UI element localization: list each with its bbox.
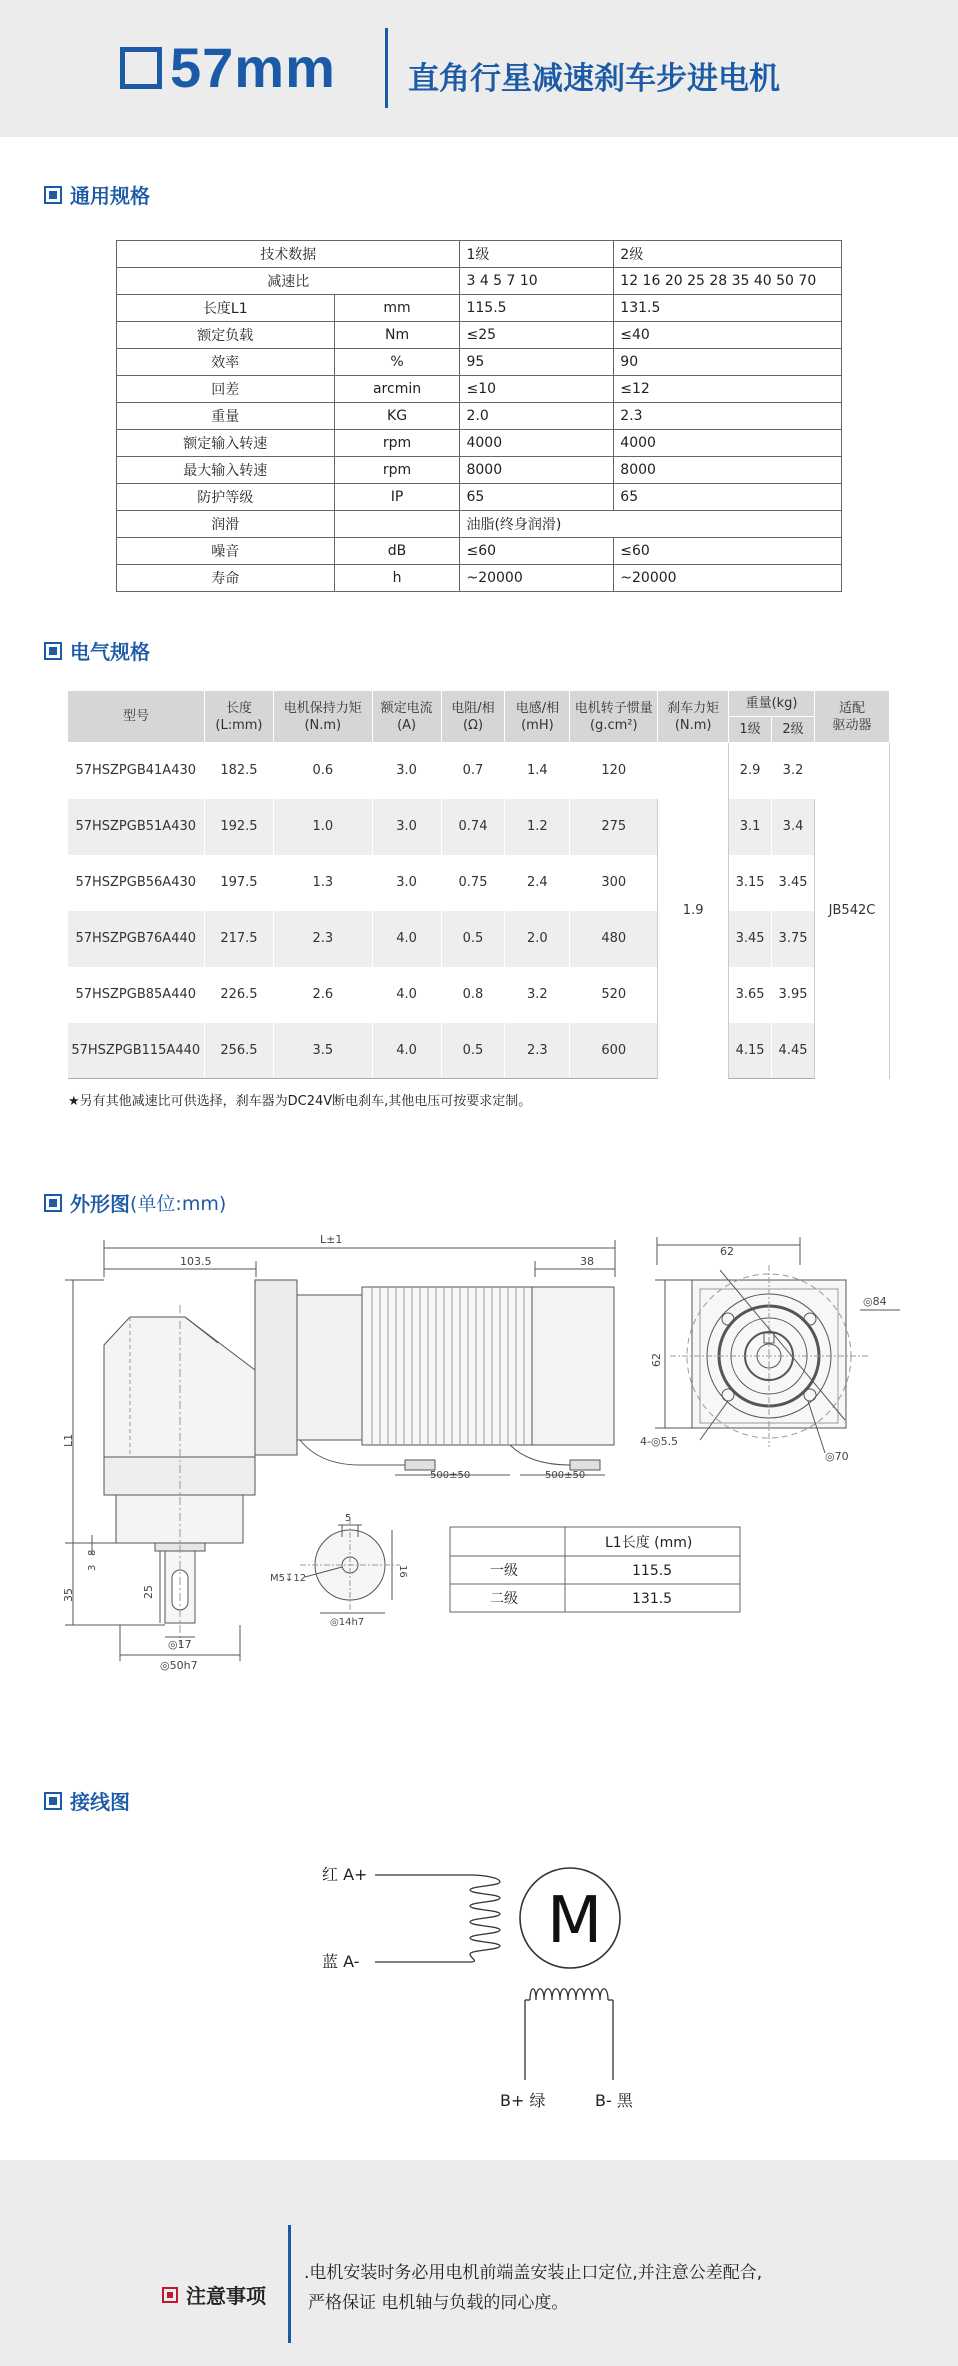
dim-17-label: ◎17 <box>168 1638 192 1651</box>
cell-weight-1: 3.65 <box>729 967 772 1023</box>
cell-length: 192.5 <box>204 799 273 855</box>
cell-inertia: 520 <box>570 967 658 1023</box>
notice-text <box>304 2258 762 2318</box>
gen-value-l1: 2.0 <box>460 403 614 430</box>
cell-weight-2: 3.75 <box>772 911 815 967</box>
cell-inertia: 480 <box>570 911 658 967</box>
electrical-note: ★另有其他减速比可供选择，刹车器为DC24V断电刹车,其他电压可按要求定制。 <box>68 1094 532 1109</box>
gen-unit: KG <box>334 403 460 430</box>
cell-model: 57HSZPGB41A430 <box>68 743 205 799</box>
cell-weight-2: 3.95 <box>772 967 815 1023</box>
cell-weight-2: 4.45 <box>772 1023 815 1079</box>
outline-label: 外形图 <box>70 1192 130 1216</box>
gen-item: 效率 <box>117 349 335 376</box>
cell-hold: 3.5 <box>273 1023 372 1079</box>
shaft-end-view <box>300 1520 400 1613</box>
gearbox-flange <box>255 1280 297 1455</box>
dim-8-label: 8 <box>87 1549 98 1556</box>
gen-value-l1: ≤60 <box>460 538 614 565</box>
header-divider <box>385 28 388 108</box>
general-specs-row <box>117 403 842 430</box>
th-weight: 重量(kg) <box>729 691 815 717</box>
general-specs-row <box>117 484 842 511</box>
cell-ind: 3.2 <box>505 967 570 1023</box>
cell-ind: 2.4 <box>505 855 570 911</box>
gen-unit: Nm <box>334 322 460 349</box>
general-specs-row <box>117 376 842 403</box>
general-specs-heading <box>44 180 150 209</box>
electrical-row <box>68 743 890 799</box>
gen-item: 额定负载 <box>117 322 335 349</box>
general-specs-row <box>117 322 842 349</box>
cell-driver: JB542C <box>815 743 890 1079</box>
cell-weight-1: 3.15 <box>729 855 772 911</box>
cell-current: 3.0 <box>372 855 441 911</box>
gen-unit: mm <box>334 295 460 322</box>
gen-unit: IP <box>334 484 460 511</box>
cell-length: 197.5 <box>204 855 273 911</box>
product-size-title <box>120 35 336 100</box>
dim-103-label: 103.5 <box>180 1255 212 1268</box>
l1-table-head: L1长度 (mm) <box>605 1535 693 1551</box>
dim-500a-label: 500±50 <box>430 1470 471 1481</box>
cell-model: 57HSZPGB76A440 <box>68 911 205 967</box>
cell-weight-1: 2.9 <box>729 743 772 799</box>
gen-value-l2: 131.5 <box>614 295 842 322</box>
gen-value-l2: 2.3 <box>614 403 842 430</box>
gen-item: 回差 <box>117 376 335 403</box>
dim-35-label: 35 <box>62 1588 75 1602</box>
gen-item: 润滑 <box>117 511 335 538</box>
brake-housing <box>297 1295 362 1440</box>
general-specs-row <box>117 457 842 484</box>
cell-ind: 1.4 <box>505 743 570 799</box>
th-driver: 适配 驱动器 <box>815 691 890 743</box>
notice-title-text: 注意事项 <box>186 2284 266 2308</box>
th-resistance: 电阻/相 (Ω) <box>441 691 505 743</box>
notice-line-2: 严格保证 电机轴与负载的同心度。 <box>308 2293 569 2313</box>
th-weight-2: 2级 <box>772 717 815 743</box>
cell-hold: 2.6 <box>273 967 372 1023</box>
th-brake-torque: 刹车力矩 (N.m) <box>658 691 729 743</box>
cell-weight-1: 3.1 <box>729 799 772 855</box>
dim-62-top-label: 62 <box>720 1245 734 1258</box>
cell-inertia: 120 <box>570 743 658 799</box>
general-specs-row <box>117 511 842 538</box>
general-specs-row <box>117 538 842 565</box>
cell-brake-torque: 1.9 <box>658 743 729 1079</box>
dim-14-label: ◎14h7 <box>330 1617 365 1628</box>
general-specs-row <box>117 349 842 376</box>
cell-inertia: 600 <box>570 1023 658 1079</box>
electrical-row <box>68 911 890 967</box>
section-square-icon <box>44 1792 62 1810</box>
gen-item: 长度L1 <box>117 295 335 322</box>
cell-current: 3.0 <box>372 743 441 799</box>
l1-table-row1-label: 一级 <box>490 1563 518 1579</box>
section-square-icon <box>44 642 62 660</box>
th-rated-current: 额定电流 (A) <box>372 691 441 743</box>
gen-item: 额定输入转速 <box>117 430 335 457</box>
gen-head-l2: 2级 <box>614 241 842 268</box>
outline-drawing <box>0 1225 958 1705</box>
coil-b <box>530 1989 608 2000</box>
gen-value-l1: 8000 <box>460 457 614 484</box>
wire-green-label: B+ 绿 <box>500 2091 546 2110</box>
gen-item: 防护等级 <box>117 484 335 511</box>
dim-l1-label: L1 <box>62 1433 75 1447</box>
gen-item: 最大输入转速 <box>117 457 335 484</box>
gen-value-l2: 90 <box>614 349 842 376</box>
coil-a <box>470 1875 500 1962</box>
gen-unit: h <box>334 565 460 592</box>
gen-value-l1: 115.5 <box>460 295 614 322</box>
gen-value-l1: 3 4 5 7 10 <box>460 268 614 295</box>
th-hold-torque: 电机保持力矩 (N.m) <box>273 691 372 743</box>
dim-500b-label: 500±50 <box>545 1470 586 1481</box>
general-specs-row <box>117 295 842 322</box>
motor-rear-cap <box>532 1287 614 1445</box>
cell-ind: 2.3 <box>505 1023 570 1079</box>
page-header <box>0 0 958 137</box>
gen-value-merged: 油脂(终身润滑) <box>460 511 842 538</box>
th-model: 型号 <box>68 691 205 743</box>
cell-model: 57HSZPGB51A430 <box>68 799 205 855</box>
gen-unit: arcmin <box>334 376 460 403</box>
product-name: 直角行星减速刹车步进电机 <box>408 61 780 97</box>
notice-title <box>162 2280 266 2309</box>
gen-value-l1: 4000 <box>460 430 614 457</box>
dim-m5-label: M5↧12 <box>270 1573 307 1584</box>
dim-5-label: 5 <box>345 1513 352 1524</box>
electrical-specs-table <box>67 690 890 1079</box>
cell-weight-2: 3.45 <box>772 855 815 911</box>
wiring-label: 接线图 <box>70 1790 130 1814</box>
cell-res: 0.7 <box>441 743 505 799</box>
cell-res: 0.5 <box>441 1023 505 1079</box>
notice-line-1: .电机安装时务必用电机前端盖安装止口定位,并注意公差配合, <box>304 2263 763 2283</box>
notice-square-icon <box>162 2287 178 2303</box>
general-specs-label: 通用规格 <box>70 184 150 208</box>
general-specs-table <box>116 240 842 592</box>
gen-value-l1: ≤25 <box>460 322 614 349</box>
dim-l-label: L±1 <box>320 1233 343 1246</box>
gen-value-l1: ~20000 <box>460 565 614 592</box>
cell-length: 226.5 <box>204 967 273 1023</box>
cell-current: 4.0 <box>372 1023 441 1079</box>
cell-hold: 2.3 <box>273 911 372 967</box>
dim-holes-label: 4-◎5.5 <box>640 1435 679 1448</box>
notice-footer <box>0 2160 958 2366</box>
electrical-specs-heading <box>44 636 150 665</box>
gen-value-l1: 65 <box>460 484 614 511</box>
cell-length: 182.5 <box>204 743 273 799</box>
gen-item: 减速比 <box>117 268 460 295</box>
electrical-row <box>68 799 890 855</box>
gen-unit <box>334 511 460 538</box>
motor-body <box>362 1287 532 1445</box>
gen-item: 寿命 <box>117 565 335 592</box>
dim-50-label: ◎50h7 <box>160 1659 198 1672</box>
general-specs-row <box>117 268 842 295</box>
cell-current: 4.0 <box>372 967 441 1023</box>
cell-res: 0.8 <box>441 967 505 1023</box>
dim-3-label: 3 <box>87 1564 98 1571</box>
outline-heading <box>44 1188 226 1217</box>
cell-current: 3.0 <box>372 799 441 855</box>
front-view <box>655 1237 900 1453</box>
cell-inertia: 300 <box>570 855 658 911</box>
gen-unit: dB <box>334 538 460 565</box>
cell-weight-1: 3.45 <box>729 911 772 967</box>
gen-value-l1: 95 <box>460 349 614 376</box>
gen-unit: rpm <box>334 457 460 484</box>
gen-value-l2: 12 16 20 25 28 35 40 50 70 <box>614 268 842 295</box>
gen-item: 重量 <box>117 403 335 430</box>
motor-letter: M <box>547 1884 603 1958</box>
gen-value-l2: 8000 <box>614 457 842 484</box>
cell-hold: 0.6 <box>273 743 372 799</box>
product-size-text: 57mm <box>170 36 336 99</box>
cell-hold: 1.0 <box>273 799 372 855</box>
wire-black-label: B- 黑 <box>595 2091 633 2110</box>
footer-divider <box>288 2225 291 2343</box>
general-specs-row <box>117 565 842 592</box>
wire-blue-label: 蓝 A- <box>322 1952 360 1971</box>
l1-table-row2-value: 131.5 <box>632 1591 673 1607</box>
cell-weight-2: 3.2 <box>772 743 815 799</box>
cell-ind: 1.2 <box>505 799 570 855</box>
th-inductance: 电感/相 (mH) <box>505 691 570 743</box>
gen-unit: rpm <box>334 430 460 457</box>
cell-current: 4.0 <box>372 911 441 967</box>
cell-weight-2: 3.4 <box>772 799 815 855</box>
square-symbol-icon <box>120 47 162 89</box>
cell-model: 57HSZPGB85A440 <box>68 967 205 1023</box>
cell-weight-1: 4.15 <box>729 1023 772 1079</box>
gen-value-l2: 4000 <box>614 430 842 457</box>
gen-value-l1: ≤10 <box>460 376 614 403</box>
gen-value-l2: ≤12 <box>614 376 842 403</box>
electrical-specs-label: 电气规格 <box>70 640 150 664</box>
cell-length: 217.5 <box>204 911 273 967</box>
section-square-icon <box>44 1194 62 1212</box>
cell-res: 0.74 <box>441 799 505 855</box>
dim-84-label: ◎84 <box>863 1295 887 1308</box>
general-specs-row <box>117 430 842 457</box>
cell-ind: 2.0 <box>505 911 570 967</box>
gen-head-item: 技术数据 <box>117 241 460 268</box>
th-weight-1: 1级 <box>729 717 772 743</box>
dim-25-label: 25 <box>142 1585 155 1599</box>
gen-item: 噪音 <box>117 538 335 565</box>
l1-table-row1-value: 115.5 <box>632 1563 673 1579</box>
general-specs-header-row <box>117 241 842 268</box>
gen-value-l2: 65 <box>614 484 842 511</box>
electrical-row <box>68 1023 890 1079</box>
gen-unit: % <box>334 349 460 376</box>
dim-62-side-label: 62 <box>650 1353 663 1367</box>
dim-70-label: ◎70 <box>825 1450 849 1463</box>
cell-res: 0.75 <box>441 855 505 911</box>
gen-value-l2: ≤40 <box>614 322 842 349</box>
cell-hold: 1.3 <box>273 855 372 911</box>
wiring-diagram <box>300 1850 660 2130</box>
electrical-row <box>68 855 890 911</box>
wiring-heading <box>44 1786 130 1815</box>
th-length: 长度 (L:mm) <box>204 691 273 743</box>
th-rotor-inertia: 电机转子惯量 (g.cm²) <box>570 691 658 743</box>
electrical-row <box>68 967 890 1023</box>
dim-16-label: 16 <box>397 1565 408 1578</box>
gen-value-l2: ≤60 <box>614 538 842 565</box>
l1-table-row2-label: 二级 <box>490 1591 518 1607</box>
gen-value-l2: ~20000 <box>614 565 842 592</box>
dim-38-label: 38 <box>580 1255 594 1268</box>
section-square-icon <box>44 186 62 204</box>
wire-red-label: 红 A+ <box>322 1865 368 1884</box>
cell-model: 57HSZPGB115A440 <box>68 1023 205 1079</box>
cell-res: 0.5 <box>441 911 505 967</box>
cell-length: 256.5 <box>204 1023 273 1079</box>
cell-inertia: 275 <box>570 799 658 855</box>
gen-head-l1: 1级 <box>460 241 614 268</box>
outline-unit: (单位:mm) <box>130 1193 227 1215</box>
cell-model: 57HSZPGB56A430 <box>68 855 205 911</box>
